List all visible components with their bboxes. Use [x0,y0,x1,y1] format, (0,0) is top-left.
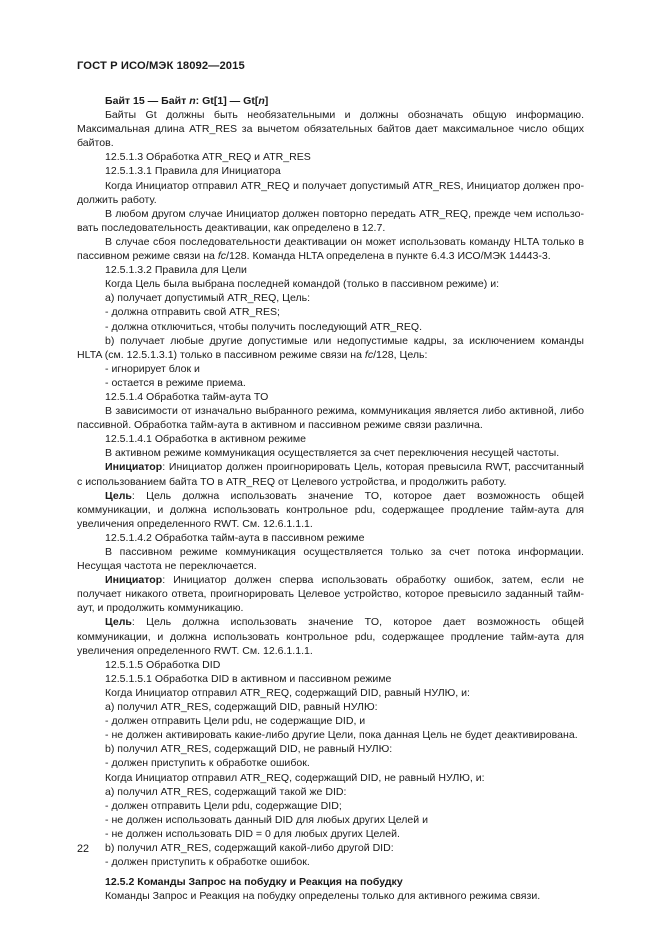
text-run: В активном режиме коммуникация осуществляется за счет переключения несущей частоты. [105,447,560,460]
paragraph [77,889,584,903]
text-run: - должен отправить Цели pdu, не содержащие DID, и [105,715,366,728]
text-run: 12.5.2 Команды Запрос на побудку и Реакция на побудку [105,876,403,889]
paragraph [77,94,584,108]
text-run: В зависимости от изначально выбранного режима, коммуникация является либо активной, либо пассивной. Обработка тайм-аута в активном и пассивном режиме связи различна. [77,405,584,432]
document-header: ГОСТ Р ИСО/МЭК 18092—2015 [77,60,245,72]
paragraph [77,785,584,799]
text-run: - остается в режиме приема. [105,376,246,389]
text-run: n [189,95,196,107]
text-run: ] [264,95,269,107]
text-run: Когда Инициатор отправил ATR_REQ, содержащий DID, равный НУЛЮ, и: [105,686,470,699]
paragraph [77,277,584,291]
text-run: - должен приступить к обработке ошибок. [105,757,310,770]
paragraph [77,390,584,404]
paragraph [77,291,584,305]
paragraph [77,855,584,869]
text-run: : Gt[1] — Gt[ [195,95,259,107]
paragraph [77,686,584,700]
text-run: - должен отправить Цели pdu, содержащие DID; [105,799,342,812]
text-run: b) получил ATR_RES, содержащий какой-либо другой DID: [105,841,394,854]
paragraph [77,320,584,334]
text-run: - игнорирует блок и [105,362,200,375]
paragraph [77,235,584,263]
text-run: 12.5.1.4.1 Обработка в активном режиме [105,433,306,446]
paragraph [77,813,584,827]
paragraph [77,489,584,531]
text-run: - должен приступить к обработке ошибок. [105,856,310,869]
paragraph [77,446,584,460]
paragraph [77,728,584,742]
paragraph [77,799,584,813]
text-run: /128, Цель: [373,348,428,361]
page-number: 22 [77,843,90,855]
text-run: a) получил ATR_RES, содержащий такой же DID: [105,785,347,798]
paragraph [77,827,584,841]
text-run: Команды Запрос и Реакция на побудку определены только для активного режима связи. [105,890,541,903]
paragraph [77,376,584,390]
text-run: Когда Цель была выбрана последней командой (только в пассивном режиме) и: [105,278,500,291]
text-run: a) получает допустимый ATR_REQ, Цель: [105,292,311,305]
text-run: Байт 15 — Байт [105,95,190,107]
paragraph [77,672,584,686]
text-run: n [258,95,265,107]
paragraph [77,207,584,235]
text-run: : Цель должна использовать значение TO, которое дает возможность общей коммуникации, и должна использовать контрольное pdu, содержащее продление тайм-аута для увеличения определенного RWT. См. 12.6.1.1.1. [77,616,584,657]
text-run: 12.5.1.3 Обработка ATR_REQ и ATR_RES [105,151,311,164]
text-run: Байты Gt должны быть необязательными и должны обозначать общую информацию. Максимальная длина ATR_RES за вычетом обязательных байтов дает максимальное число общих байтов. [77,109,584,150]
paragraph [77,531,584,545]
text-run: - не должен использовать DID = 0 для любых других Целей. [105,827,400,840]
text-run: Инициатор [105,574,163,587]
paragraph [77,108,584,150]
text-run: 12.5.1.4 Обработка тайм-аута TO [105,390,269,403]
text-run: Цель [105,489,132,502]
text-run: Инициатор [105,461,163,474]
paragraph [77,305,584,319]
text-run: Цель [105,616,132,629]
text-run: b) получает любые другие допустимые или недопустимые кадры, за исключением команды HLTA (см. 12.5.1.3.1) только в пассивном режиме связи на [77,334,584,361]
paragraph [77,756,584,770]
paragraph [77,714,584,728]
paragraph [77,460,584,488]
paragraph [77,150,584,164]
text-run: /128. Команда HLTA определена в пункте 6.4.3 ИСО/МЭК 14443-3. [226,250,551,263]
paragraph [77,404,584,432]
paragraph [77,334,584,362]
paragraph [77,432,584,446]
paragraph [77,573,584,615]
text-run: В пассивном режиме коммуникация осуществляется только за счет потока информации. Несущая частота не переключается. [77,546,584,573]
text-run: b) получил ATR_RES, содержащий DID, не равный НУЛЮ: [105,743,393,756]
text-run: В любом другом случае Инициатор должен повторно передать ATR_REQ, прежде чем использовать последовательность деактивации, как определено в 12.7. [77,207,584,234]
document-body [77,94,584,903]
paragraph [77,700,584,714]
text-run: - должна отправить свой ATR_RES; [105,306,280,319]
text-run: 12.5.1.5 Обработка DID [105,658,221,671]
text-run: 12.5.1.3.1 Правила для Инициатора [105,165,281,178]
text-run: : Инициатор должен проигнорировать Цель, которая превысила RWT, рассчитанный с использованием байта TO в ATR_REQ от Целевого устройства, и продолжить работу. [77,461,584,488]
paragraph [77,615,584,657]
paragraph [77,545,584,573]
text-run: : Инициатор должен сперва использовать обработку ошибок, затем, если не получает никакого ответа, проигнорировать Целевое устройство, которое превысило заданный тайм-аут, и продолжить коммуникацию. [77,574,584,615]
text-run: : Цель должна использовать значение TO, которое дает возможность общей коммуникации, и должна использовать контрольное pdu, содержащее продление тайм-аута для увеличения определенного RWT. См. 12.6.1.1.1. [77,489,584,530]
text-run: Когда Инициатор отправил ATR_REQ и получает допустимый ATR_RES, Инициатор должен продолжить работу. [77,179,584,206]
text-run: a) получил ATR_RES, содержащий DID, равный НУЛЮ: [105,701,378,714]
paragraph [77,179,584,207]
paragraph [77,164,584,178]
paragraph [77,875,584,889]
paragraph [77,742,584,756]
text-run: - должна отключиться, чтобы получить последующий ATR_REQ. [105,320,423,333]
text-run: В случае сбоя последовательности деактивации он может использовать команду HLTA только в пассивном режиме связи на [77,235,584,263]
text-run: fc [217,250,227,263]
text-run: - не должен использовать данный DID для любых других Целей и [105,813,428,826]
text-run: 12.5.1.3.2 Правила для Цели [105,264,247,277]
paragraph [77,771,584,785]
paragraph [77,658,584,672]
text-run: Когда Инициатор отправил ATR_REQ, содержащий DID, не равный НУЛЮ, и: [105,771,485,784]
paragraph [77,362,584,376]
text-run: - не должен активировать какие-либо другие Цели, пока данная Цель не будет деактивирована. [105,729,578,742]
paragraph [77,841,584,855]
paragraph [77,263,584,277]
text-run: 12.5.1.5.1 Обработка DID в активном и пассивном режиме [105,672,392,685]
text-run: fc [364,348,374,361]
text-run: 12.5.1.4.2 Обработка тайм-аута в пассивном режиме [105,531,365,544]
